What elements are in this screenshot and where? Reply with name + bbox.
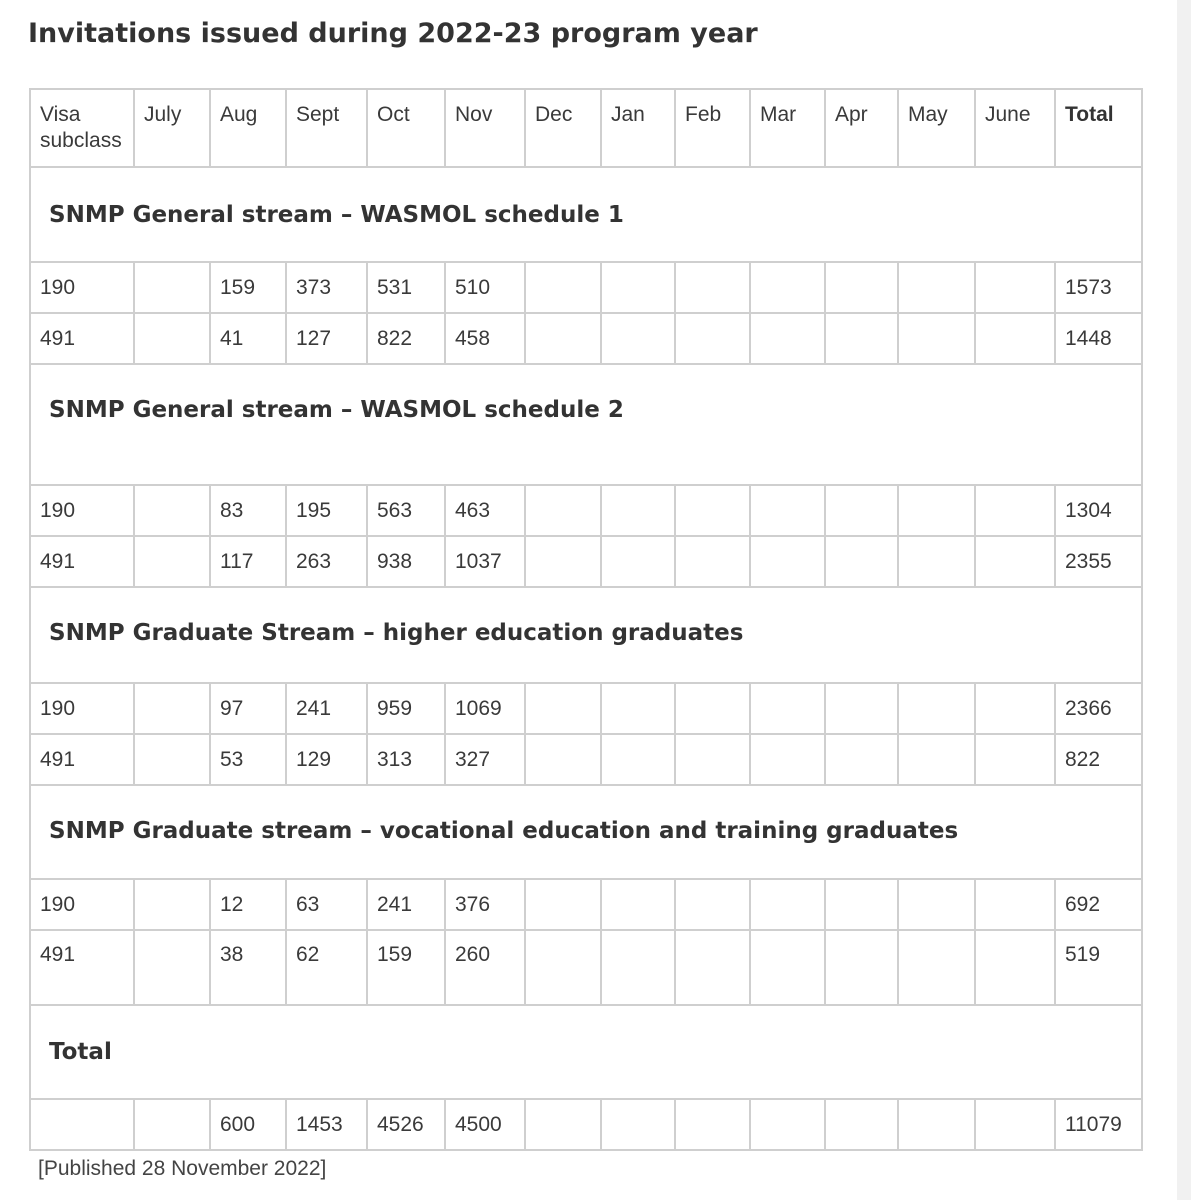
table-cell: 531	[367, 262, 445, 313]
table-row	[30, 734, 1142, 785]
table-cell	[525, 485, 601, 536]
table-cell: 1448	[1055, 313, 1142, 364]
table-cell: 241	[286, 683, 367, 734]
table-cell	[134, 262, 210, 313]
published-date-note: [Published 28 November 2022]	[38, 1157, 327, 1180]
table-cell: 491	[30, 734, 134, 785]
table-cell	[898, 485, 975, 536]
total-cell	[30, 1099, 134, 1150]
table-cell: 62	[286, 930, 367, 1005]
table-cell: 822	[367, 313, 445, 364]
column-header: Feb	[675, 89, 750, 167]
table-cell	[675, 879, 750, 930]
total-cell	[825, 1099, 898, 1150]
total-cell: 1453	[286, 1099, 367, 1150]
table-cell	[898, 313, 975, 364]
section-heading-row	[30, 364, 1142, 485]
column-header: Total	[1055, 89, 1142, 167]
table-row	[30, 485, 1142, 536]
table-cell: 38	[210, 930, 286, 1005]
table-cell	[601, 683, 675, 734]
table-cell	[134, 485, 210, 536]
column-header: July	[134, 89, 210, 167]
table-cell	[601, 536, 675, 587]
table-cell	[898, 734, 975, 785]
table-cell	[975, 734, 1055, 785]
table-cell	[601, 262, 675, 313]
table-cell: 491	[30, 930, 134, 1005]
total-cell: 600	[210, 1099, 286, 1150]
column-header: June	[975, 89, 1055, 167]
table-cell	[975, 930, 1055, 1005]
table-cell	[525, 683, 601, 734]
table-cell	[750, 313, 825, 364]
table-cell	[750, 734, 825, 785]
table-cell: 159	[210, 262, 286, 313]
table-cell	[898, 262, 975, 313]
table-cell: 260	[445, 930, 525, 1005]
table-row	[30, 313, 1142, 364]
table-row	[30, 536, 1142, 587]
table-cell	[134, 683, 210, 734]
table-cell: 563	[367, 485, 445, 536]
table-cell	[975, 536, 1055, 587]
table-row	[30, 879, 1142, 930]
table-cell: 373	[286, 262, 367, 313]
total-cell	[750, 1099, 825, 1150]
table-cell	[675, 313, 750, 364]
table-cell: 1037	[445, 536, 525, 587]
table-cell	[601, 734, 675, 785]
table-cell	[525, 930, 601, 1005]
total-cell	[675, 1099, 750, 1150]
table-cell: 190	[30, 485, 134, 536]
table-cell	[675, 734, 750, 785]
table-cell: 190	[30, 879, 134, 930]
column-header: May	[898, 89, 975, 167]
table-cell: 822	[1055, 734, 1142, 785]
table-cell: 195	[286, 485, 367, 536]
table-cell: 959	[367, 683, 445, 734]
table-cell	[525, 262, 601, 313]
section-heading: SNMP General stream – WASMOL schedule 1	[30, 167, 1142, 262]
table-cell	[825, 313, 898, 364]
table-cell	[675, 536, 750, 587]
table-cell: 83	[210, 485, 286, 536]
table-cell	[525, 879, 601, 930]
table-cell	[601, 485, 675, 536]
table-cell: 159	[367, 930, 445, 1005]
table-cell	[825, 930, 898, 1005]
total-cell	[975, 1099, 1055, 1150]
table-cell	[601, 313, 675, 364]
table-cell: 491	[30, 313, 134, 364]
table-cell	[975, 485, 1055, 536]
table-cell: 327	[445, 734, 525, 785]
table-cell	[898, 683, 975, 734]
table-cell	[825, 879, 898, 930]
total-cell: 11079	[1055, 1099, 1142, 1150]
table-cell	[750, 930, 825, 1005]
table-header-row	[30, 89, 1142, 167]
table-cell	[825, 262, 898, 313]
table-cell	[675, 683, 750, 734]
column-header: Apr	[825, 89, 898, 167]
column-header: Dec	[525, 89, 601, 167]
table-cell: 127	[286, 313, 367, 364]
table-cell: 463	[445, 485, 525, 536]
column-header: Nov	[445, 89, 525, 167]
table-cell	[134, 313, 210, 364]
table-cell: 263	[286, 536, 367, 587]
table-cell	[975, 313, 1055, 364]
total-cell	[134, 1099, 210, 1150]
table-cell	[975, 683, 1055, 734]
table-cell	[525, 734, 601, 785]
table-cell: 190	[30, 262, 134, 313]
table-cell: 1069	[445, 683, 525, 734]
page-edge-strip	[1177, 0, 1191, 1200]
column-header: Mar	[750, 89, 825, 167]
table-cell	[134, 536, 210, 587]
table-cell: 1573	[1055, 262, 1142, 313]
table-cell: 190	[30, 683, 134, 734]
invitations-table	[29, 88, 1143, 1151]
table-cell: 63	[286, 879, 367, 930]
table-cell	[134, 930, 210, 1005]
table-cell: 519	[1055, 930, 1142, 1005]
section-heading-row	[30, 785, 1142, 879]
table-cell: 2355	[1055, 536, 1142, 587]
section-heading: SNMP Graduate stream – vocational education and training graduates	[30, 785, 1142, 879]
table-row	[30, 683, 1142, 734]
section-heading: SNMP Graduate Stream – higher education graduates	[30, 587, 1142, 683]
table-cell	[750, 879, 825, 930]
table-cell	[825, 683, 898, 734]
table-cell	[750, 683, 825, 734]
table-cell: 491	[30, 536, 134, 587]
table-row	[30, 930, 1142, 1005]
table-cell: 241	[367, 879, 445, 930]
table-cell	[675, 262, 750, 313]
table-cell: 1304	[1055, 485, 1142, 536]
total-row	[30, 1099, 1142, 1150]
table-cell: 12	[210, 879, 286, 930]
table-cell: 53	[210, 734, 286, 785]
table-cell	[525, 536, 601, 587]
table-cell: 458	[445, 313, 525, 364]
total-cell	[601, 1099, 675, 1150]
column-header: Aug	[210, 89, 286, 167]
table-row	[30, 262, 1142, 313]
section-heading-row	[30, 167, 1142, 262]
total-heading-row	[30, 1005, 1142, 1099]
table-cell: 117	[210, 536, 286, 587]
table-cell	[601, 930, 675, 1005]
page-title: Invitations issued during 2022-23 program year	[28, 18, 758, 49]
total-cell: 4500	[445, 1099, 525, 1150]
column-header: Sept	[286, 89, 367, 167]
total-cell	[525, 1099, 601, 1150]
section-heading-row	[30, 587, 1142, 683]
table-cell: 129	[286, 734, 367, 785]
table-cell: 41	[210, 313, 286, 364]
table-cell	[134, 879, 210, 930]
table-cell	[898, 879, 975, 930]
table-cell	[750, 485, 825, 536]
table-cell	[898, 536, 975, 587]
column-header: Oct	[367, 89, 445, 167]
table-cell	[750, 536, 825, 587]
total-cell: 4526	[367, 1099, 445, 1150]
table-cell	[675, 930, 750, 1005]
total-cell	[898, 1099, 975, 1150]
table-cell	[825, 734, 898, 785]
table-cell	[525, 313, 601, 364]
table-cell	[975, 262, 1055, 313]
table-cell	[601, 879, 675, 930]
table-cell	[975, 879, 1055, 930]
table-cell: 692	[1055, 879, 1142, 930]
table-cell: 376	[445, 879, 525, 930]
table-cell	[134, 734, 210, 785]
total-heading: Total	[30, 1005, 1142, 1099]
table-cell: 2366	[1055, 683, 1142, 734]
table-cell: 97	[210, 683, 286, 734]
table-cell: 938	[367, 536, 445, 587]
table-cell	[825, 485, 898, 536]
column-header: Visa subclass	[30, 89, 134, 167]
table-cell: 313	[367, 734, 445, 785]
table-cell	[898, 930, 975, 1005]
table-cell: 510	[445, 262, 525, 313]
column-header: Jan	[601, 89, 675, 167]
table-cell	[825, 536, 898, 587]
section-heading: SNMP General stream – WASMOL schedule 2	[30, 364, 1142, 485]
table-cell	[675, 485, 750, 536]
table-cell	[750, 262, 825, 313]
